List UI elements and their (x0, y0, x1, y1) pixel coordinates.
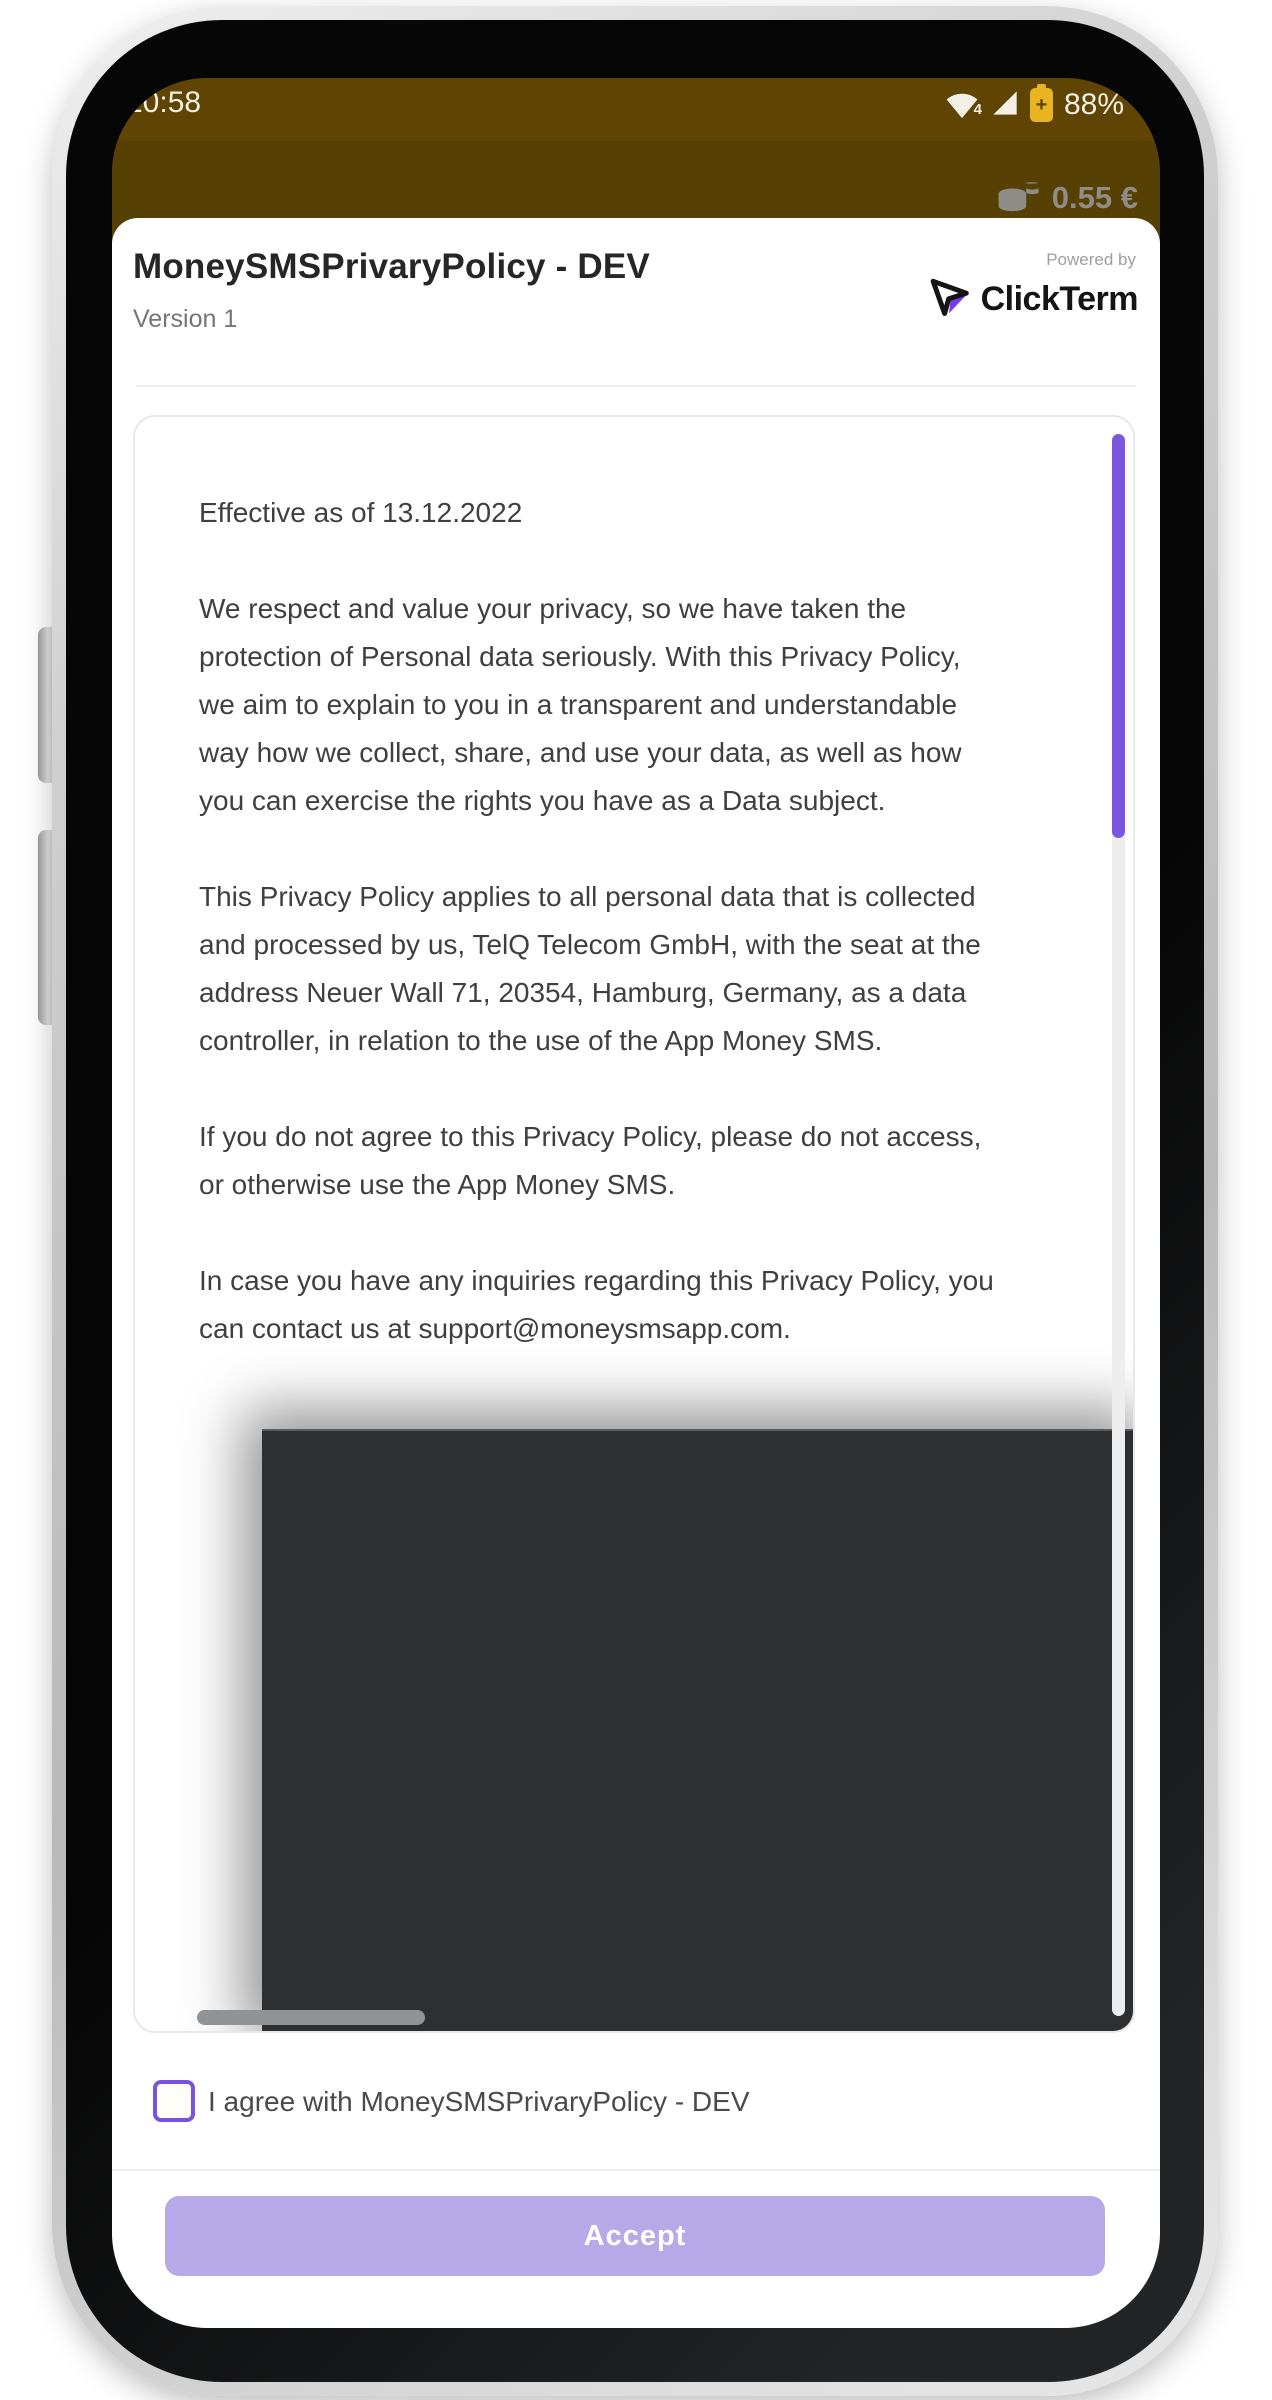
policy-line: We respect and value your privacy, so we have taken the (199, 593, 907, 624)
policy-paragraph (199, 1257, 1024, 1353)
battery-percent: 88% (1063, 88, 1124, 121)
policy-line: way how we collect, share, and use your data, as well as how (199, 737, 962, 768)
policy-line: Effective as of 13.12.2022 (199, 497, 523, 528)
page-title: MoneySMSPrivaryPolicy - DEV (133, 247, 650, 286)
policy-line: we aim to explain to you in a transparent and understandable (199, 689, 958, 720)
header-divider (136, 385, 1136, 387)
powered-by-label: Powered by (1046, 250, 1136, 269)
horizontal-scrollbar-thumb[interactable] (197, 2010, 425, 2025)
powered-by-block (927, 250, 1138, 325)
cellular-signal-icon (991, 88, 1019, 123)
wifi-speed-label: 4 (973, 101, 982, 118)
policy-paragraph (199, 585, 1024, 825)
agree-checkbox-label[interactable]: I agree with MoneySMSPrivaryPolicy - DEV (208, 2086, 750, 2117)
phone-screen (112, 78, 1160, 2328)
policy-paragraph (199, 1113, 1024, 1209)
status-icons (944, 86, 1124, 124)
wifi-icon (944, 90, 980, 120)
policy-line: you can exercise the rights you have as a Data subject. (199, 785, 886, 816)
policy-text (199, 489, 1024, 1401)
wallet-balance (994, 176, 1138, 220)
policy-version: Version 1 (133, 305, 238, 333)
policy-line: can contact us at support@moneysmsapp.com. (199, 1313, 791, 1344)
agree-checkbox[interactable] (153, 2080, 195, 2122)
policy-paragraph (199, 489, 1024, 537)
footer-divider (112, 2169, 1160, 2171)
battery-saver-icon (1030, 88, 1053, 122)
policy-line: controller, in relation to the use of the App Money SMS. (199, 1025, 883, 1056)
battery-plus-glyph: + (1035, 94, 1048, 116)
policy-line: In case you have any inquiries regarding this Privacy Policy, you (199, 1265, 994, 1296)
policy-paragraph (199, 873, 1024, 1065)
clickterm-cursor-icon (927, 274, 973, 325)
policy-scroll-area[interactable] (133, 415, 1135, 2033)
policy-line: and processed by us, TelQ Telecom GmbH, with the seat at the (199, 929, 981, 960)
policy-line: address Neuer Wall 71, 20354, Hamburg, Germany, as a data (199, 977, 967, 1008)
policy-line: protection of Personal data seriously. With this Privacy Policy, (199, 641, 961, 672)
wallet-balance-amount: 0.55 € (1051, 180, 1138, 215)
coins-icon (994, 175, 1040, 222)
brand-name: ClickTerm (980, 280, 1138, 318)
accept-button[interactable] (165, 2196, 1105, 2276)
status-time: 10:58 (126, 86, 202, 119)
policy-line: This Privacy Policy applies to all personal data that is collected (199, 881, 976, 912)
policy-line: If you do not agree to this Privacy Policy, please do not access, (199, 1121, 982, 1152)
vertical-scrollbar-thumb[interactable] (1112, 434, 1125, 838)
embedded-image-placeholder (262, 1429, 1133, 2031)
policy-line: or otherwise use the App Money SMS. (199, 1169, 676, 1200)
accept-button-label: Accept (583, 2219, 687, 2252)
policy-sheet (112, 218, 1160, 2328)
